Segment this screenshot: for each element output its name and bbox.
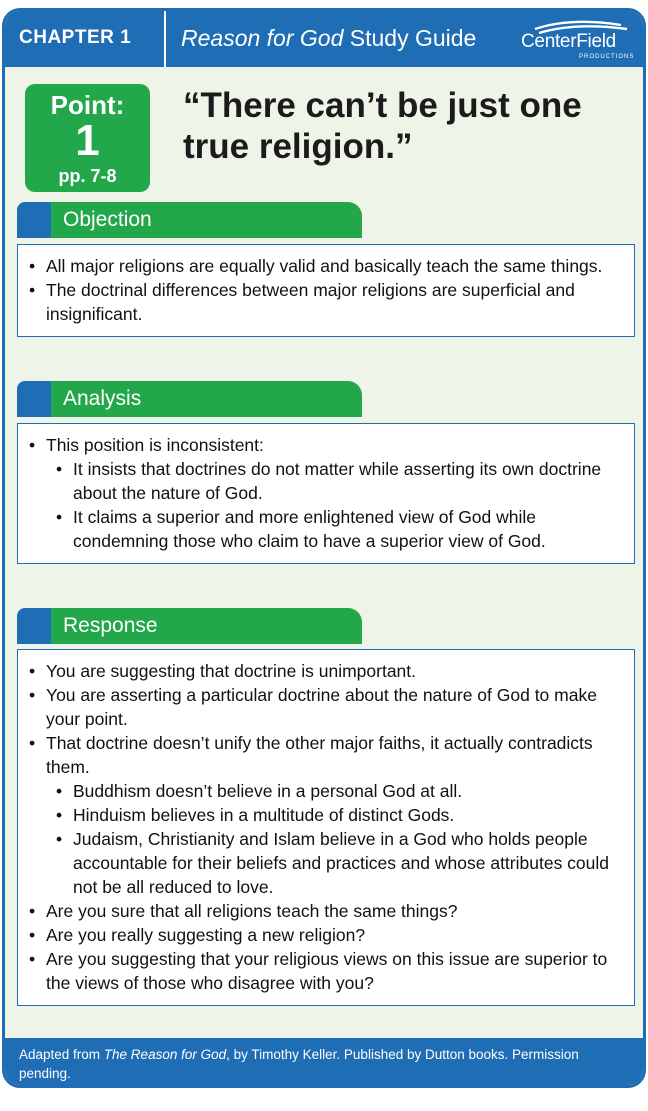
guide-title-suffix: Study Guide [343, 25, 477, 51]
list-item: • Are you suggesting that your religious views on this issue are superior to the views of those who disagree with you? [26, 947, 626, 995]
point-claim: “There can’t be just one true religion.” [183, 86, 582, 166]
objection-title: Objection [63, 208, 152, 231]
list-item: • Are you really suggesting a new religion? [26, 923, 626, 947]
analysis-box [17, 423, 635, 564]
study-guide-card [2, 8, 646, 1088]
response-title: Response [63, 614, 158, 637]
point-label: Point: [50, 90, 125, 120]
response-list [26, 659, 626, 995]
sub-list-item: • It claims a superior and more enlightened view of God while condemning those who claim to have a superior view of God. [46, 505, 626, 553]
guide-title-book: Reason for God [181, 25, 344, 51]
analysis-list [26, 433, 626, 553]
response-header [17, 608, 362, 644]
objection-box [17, 244, 635, 337]
analysis-sublist [46, 457, 626, 553]
analysis-title: Analysis [63, 387, 142, 410]
sub-list-item: • Buddhism doesn’t believe in a personal God at all. [46, 779, 626, 803]
footer-book-title: The Reason for God [103, 1047, 227, 1062]
objection-header [17, 202, 362, 238]
section-tab-blue [17, 202, 51, 238]
section-tab-blue [17, 381, 51, 417]
sub-list-item: • Hinduism believes in a multitude of distinct Gods. [46, 803, 626, 827]
list-item: • The doctrinal differences between major religions are superficial and insignificant. [26, 278, 626, 326]
point-pages: pp. 7-8 [58, 166, 117, 186]
footer-prefix: Adapted from [19, 1047, 104, 1062]
logo-subtext: PRODUCTIONS [579, 54, 635, 60]
analysis-header [17, 381, 362, 417]
section-tab-green [51, 202, 362, 238]
list-item: • All major religions are equally valid and basically teach the same things. [26, 254, 626, 278]
footer-credit [5, 1038, 643, 1088]
point-badge [25, 84, 150, 192]
objection-list [26, 254, 626, 326]
header-divider [164, 11, 166, 67]
section-tab-green [51, 381, 362, 417]
point-number: 1 [75, 116, 100, 165]
section-tab-blue [17, 608, 51, 644]
footer-suffix: , by Timothy Keller. Published by Dutton books. Permission pending. [19, 1047, 579, 1081]
section-tab-green [51, 608, 362, 644]
list-item: • Are you sure that all religions teach the same things? [26, 899, 626, 923]
list-item [26, 731, 626, 899]
list-item-text: This position is inconsistent: [46, 435, 264, 455]
sub-list-item: • It insists that doctrines do not matter while asserting its own doctrine about the nature of God. [46, 457, 626, 505]
header-bar [5, 11, 643, 67]
centerfield-logo [515, 17, 640, 63]
list-item-text: That doctrine doesn’t unify the other major faiths, it actually contradicts them. [46, 733, 593, 777]
sub-list-item: • Judaism, Christianity and Islam believe in a God who holds people accountable for their beliefs and practices and whose attributes could not be all reduced to love. [46, 827, 626, 899]
list-item: • You are asserting a particular doctrine about the nature of God to make your point. [26, 683, 626, 731]
list-item: • You are suggesting that doctrine is unimportant. [26, 659, 626, 683]
response-box [17, 649, 635, 1006]
list-item [26, 433, 626, 553]
guide-title [181, 25, 476, 52]
response-sublist [46, 779, 626, 899]
chapter-label: CHAPTER 1 [19, 27, 132, 48]
logo-wordmark: CenterField [521, 31, 616, 52]
